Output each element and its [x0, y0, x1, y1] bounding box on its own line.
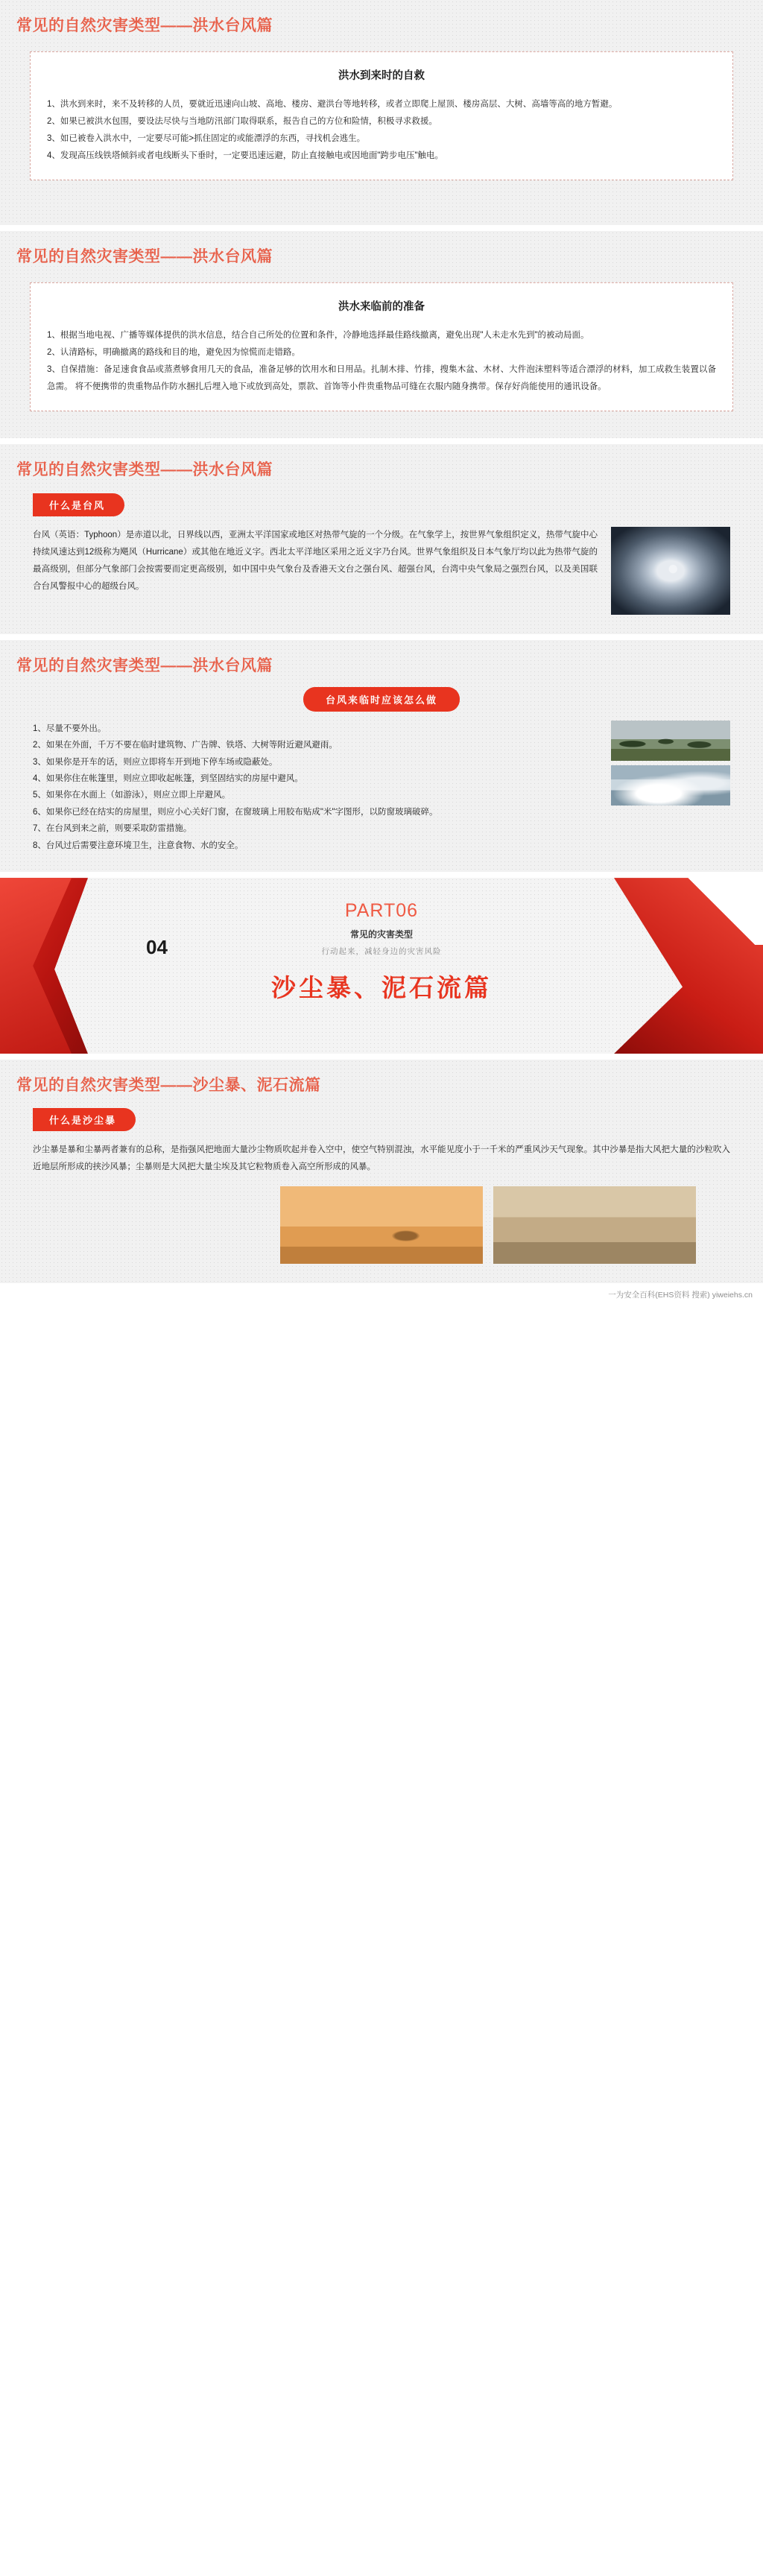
badge-row: [0, 675, 763, 712]
sandstorm-images: [0, 1180, 763, 1283]
storm-waves-icon: [611, 765, 730, 806]
slide-divider: [0, 872, 763, 878]
slide-title: 常见的自然灾害类型——洪水台风篇: [16, 656, 273, 674]
list-item: 3、如果你是开车的话，则应立即将车开到地下停车场或隐蔽处。: [33, 757, 278, 767]
typhoon-content-row: [0, 516, 763, 634]
paragraph: 沙尘暴是暴和尘暴两者兼有的总称，是指强风把地面大量沙尘物质吹起并卷入空中，使空气特别混浊，水平能见度小于一千米的严重风沙天气现象。其中沙暴是指大风把大量的沙粒吹入近地层所形成的挟沙风暴；尘暴则是大风把大量尘埃及其它粒物质卷入高空所形成的风暴。: [33, 1145, 730, 1172]
slide-flood-preparation: [0, 231, 763, 438]
slide-divider: [0, 1054, 763, 1060]
card-title: 洪水来临前的准备: [338, 301, 425, 314]
part-divider-content: [0, 878, 763, 1004]
sandstorm-over-city-icon: [67, 1186, 270, 1264]
sandstorm-city-image-wrapper: [67, 1186, 270, 1264]
list-item: 2、如果在外面，千万不要在临时建筑物、广告牌、铁塔、大树等附近避风避雨。: [33, 741, 338, 750]
dust-haze-skyline-icon: [493, 1186, 696, 1264]
list-item: 6、如果你已经在结实的房屋里，则应小心关好门窗，在窗玻璃上用胶布贴成"米"字图形，以防窗玻璃破碎。: [33, 807, 438, 817]
dust-haze-image-wrapper: [493, 1186, 696, 1264]
page-footer: 一为安全百科(EHS资料 搜索) yiweiehs.cn: [0, 1283, 763, 1308]
list-item: 7、在台风到来之前，则要采取防雷措施。: [33, 824, 192, 834]
list-item: 2、如果已被洪水包围，要设法尽快与当地防汛部门取得联系，报告自己的方位和险情，积极寻求救援。: [47, 117, 437, 127]
list-item: 2、认清路标，明确撤离的路线和目的地，避免因为惊慌而走错路。: [47, 348, 300, 358]
part-subtitle: 常见的灾害类型: [349, 929, 413, 940]
typhoon-actions-row: [0, 712, 763, 872]
card-body: [47, 327, 716, 396]
list-item: 4、发现高压线铁塔倾斜或者电线断头下垂时，一定要迅速远避，防止直接触电或因地面"跨步电压"触电。: [47, 151, 444, 161]
list-item: 1、尽量不要外出。: [33, 724, 107, 733]
slide-divider: [0, 225, 763, 231]
list-item: 8、台风过后需要注意环境卫生，注意食物、水的安全。: [33, 841, 244, 850]
hurricane-image-wrapper: [611, 527, 730, 615]
slide-title: 常见的自然灾害类型——洪水台风篇: [16, 461, 273, 479]
part-tagline: 行动起来，减轻身边的灾害风险: [321, 947, 442, 957]
slide-flood-self-rescue: [0, 0, 763, 225]
hurricane-satellite-icon: [611, 527, 730, 615]
card-body: [47, 96, 716, 165]
typhoon-action-list: [33, 721, 599, 854]
palm-trees-storm-icon: [611, 721, 730, 761]
slide-title: 常见的自然灾害类型——洪水台风篇: [16, 17, 273, 34]
card-title: 洪水到来时的自救: [338, 70, 425, 83]
section-badge-what-is-typhoon: 什么是台风: [33, 493, 124, 516]
part-headline: 沙尘暴、泥石流篇: [271, 974, 492, 1002]
paragraph: 台风（英语：Typhoon）是赤道以北，日界线以西，亚洲太平洋国家或地区对热带气旋的一个分级。在气象学上，按世界气象组织定义，热带气旋中心持续风速达到12级称为飓风（Hurricane）或其他在地近义字。西北太平洋地区采用之近义字乃台风。世界气象组织及日本气象厅均以此为热带气旋的最高级别，但部分气象部门会按需要而定更高级别，如中国中央气象台及香港天文台之强台风、超强台风，台湾中央气象局之强烈台风，以及美国联合台风警报中心的超级台风。: [33, 530, 598, 591]
slide-divider: [0, 634, 763, 640]
slide-title: 常见的自然灾害类型——洪水台风篇: [16, 248, 273, 266]
slide-what-is-typhoon: [0, 444, 763, 633]
list-item: 1、根据当地电视、广播等媒体提供的洪水信息，结合自己所处的位置和条件，冷静地选择最佳路线撤离，避免出现"人未走水先到"的被动局面。: [47, 331, 589, 341]
typhoon-definition-text: [33, 527, 598, 595]
slide-divider: [0, 438, 763, 444]
sandstorm-desert-image-wrapper: [280, 1186, 483, 1264]
typhoon-images: [611, 721, 730, 854]
content-card: [30, 282, 733, 411]
list-item: 3、如已被卷入洪水中，一定要尽可能>抓住固定的或能漂浮的东西，寻找机会逃生。: [47, 134, 366, 144]
section-badge-what-is-sandstorm: 什么是沙尘暴: [33, 1108, 136, 1131]
list-item: 5、如果你在水面上（如游泳），则应立即上岸避风。: [33, 791, 231, 800]
list-item: 1、洪水到来时，来不及转移的人员，要就近迅速向山坡、高地、楼房、避洪台等地转移，或者立即爬上屋顶、楼房高层、大树、高墙等高的地方暂避。: [47, 100, 618, 110]
list-item: 3、自保措施：备足速食食品或蒸煮够食用几天的食品，准备足够的饮用水和日用品。扎制木排、竹排，搜集木盆、木材、大件泡沫塑料等适合漂浮的材料，加工成救生装置以备急需。 将不便携带的贵重物品作防水捆扎后埋入地下或放到高处，票款、首饰等小件贵重物品可缝在衣服内随身携带。保存好尚能使用的通讯设备。: [47, 365, 716, 392]
list-item: 4、如果你住在帐篷里，则应立即收起帐篷，到坚固结实的房屋中避风。: [33, 774, 303, 784]
part-label: PART06: [344, 900, 419, 922]
part-number: 04: [146, 936, 168, 959]
slide-title: 常见的自然灾害类型——沙尘暴、泥石流篇: [16, 1077, 321, 1095]
slide-part-divider: [0, 878, 763, 1054]
sandstorm-desert-camel-icon: [280, 1186, 483, 1264]
section-badge-typhoon-actions: 台风来临时应该怎么做: [303, 687, 460, 712]
slide-typhoon-actions: [0, 640, 763, 873]
content-card: [30, 51, 733, 180]
slide-what-is-sandstorm: [0, 1060, 763, 1283]
